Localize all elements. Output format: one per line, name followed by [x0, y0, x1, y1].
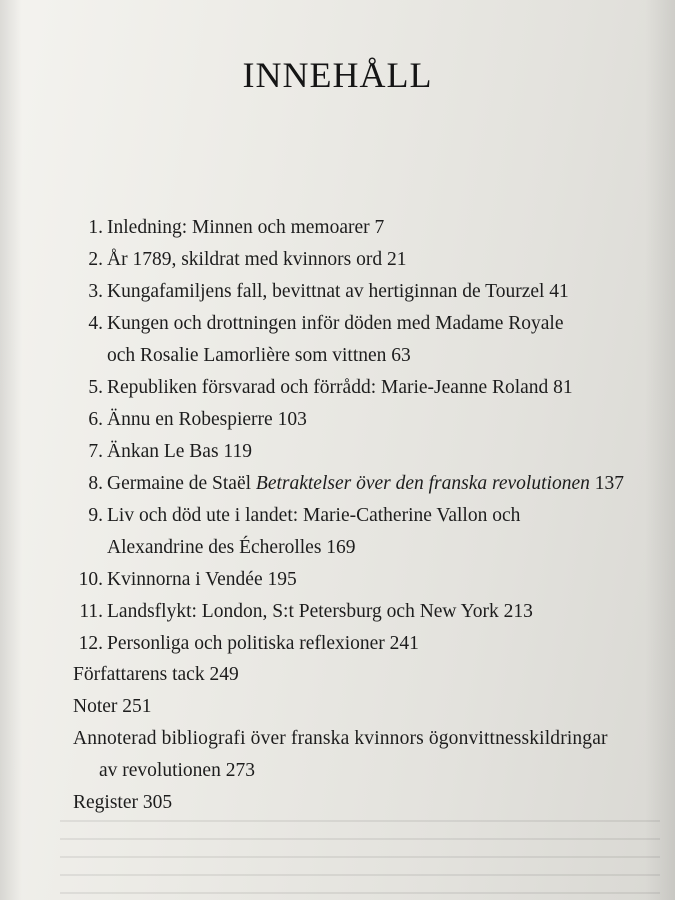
toc-entry-9-continuation [0, 537, 675, 561]
toc-number: 6. [88, 409, 103, 430]
toc-text: Kvinnorna i Vendée 195 [107, 569, 297, 590]
toc-number: 7. [88, 441, 103, 462]
toc-entry-12 [0, 633, 675, 657]
toc-text: Inledning: Minnen och memoarer 7 [107, 217, 385, 238]
toc-backmatter-bibliography [0, 728, 675, 752]
toc-number: 8. [88, 473, 103, 494]
toc-number: 4. [88, 313, 103, 334]
toc-entry-10 [0, 569, 675, 593]
toc-number: 9. [88, 505, 103, 526]
toc-text: Ännu en Robespierre 103 [107, 409, 307, 430]
toc-entry-8 [0, 473, 675, 497]
toc-number: 5. [88, 377, 103, 398]
toc-text: Kungen och drottningen inför döden med Madame Royale [107, 313, 564, 334]
toc-backmatter-bibliography-continuation [0, 760, 675, 784]
toc-backmatter-notes [0, 696, 675, 720]
toc-entry-5 [0, 377, 675, 401]
toc-number: 2. [88, 249, 103, 270]
toc-entry-7 [0, 441, 675, 465]
toc-entry-6 [0, 409, 675, 433]
toc-number: 3. [88, 281, 103, 302]
toc-backmatter-acknowledgements [0, 664, 675, 688]
toc-text: Noter 251 [73, 696, 152, 717]
toc-number: 10. [78, 569, 103, 590]
toc-page-number: 137 [589, 473, 624, 494]
toc-entry-2 [0, 249, 675, 273]
toc-text: Personliga och politiska reflexioner 241 [107, 633, 419, 654]
toc-text: Annoterad bibliografi över franska kvinnors ögonvittnesskildringar [73, 728, 608, 749]
toc-text-plain: Germaine de Staël [107, 473, 256, 494]
toc-number: 12. [78, 633, 103, 654]
toc-entry-9 [0, 505, 675, 529]
toc-text: Författarens tack 249 [73, 664, 239, 685]
toc-entry-3 [0, 281, 675, 305]
toc-entry-4-continuation [0, 345, 675, 369]
toc-number: 1. [88, 217, 103, 238]
toc-text: Liv och död ute i landet: Marie-Catherine Vallon och [107, 505, 521, 526]
toc-entry-1 [0, 217, 675, 241]
toc-text: År 1789, skildrat med kvinnors ord 21 [107, 249, 407, 270]
toc-text: Alexandrine des Écherolles 169 [107, 537, 356, 558]
toc-entry-11 [0, 601, 675, 625]
toc-text: och Rosalie Lamorlière som vittnen 63 [107, 345, 411, 366]
toc-text: Landsflykt: London, S:t Petersburg och New York 213 [107, 601, 533, 622]
toc-text: Änkan Le Bas 119 [107, 441, 252, 462]
toc-number: 11. [79, 601, 103, 622]
toc-text [107, 473, 624, 495]
toc-entry-4 [0, 313, 675, 337]
show-through-text [60, 820, 660, 900]
book-title-italic: Betraktelser över den franska revolutionen [255, 473, 590, 494]
toc-backmatter-register [0, 792, 675, 816]
toc-text: Republiken försvarad och förrådd: Marie-Jeanne Roland 81 [107, 377, 573, 398]
toc-text: Register 305 [73, 792, 173, 813]
page-title: INNEHÅLL [242, 55, 433, 95]
toc-text: Kungafamiljens fall, bevittnat av hertiginnan de Tourzel 41 [107, 281, 569, 302]
toc-text: av revolutionen 273 [99, 760, 255, 781]
